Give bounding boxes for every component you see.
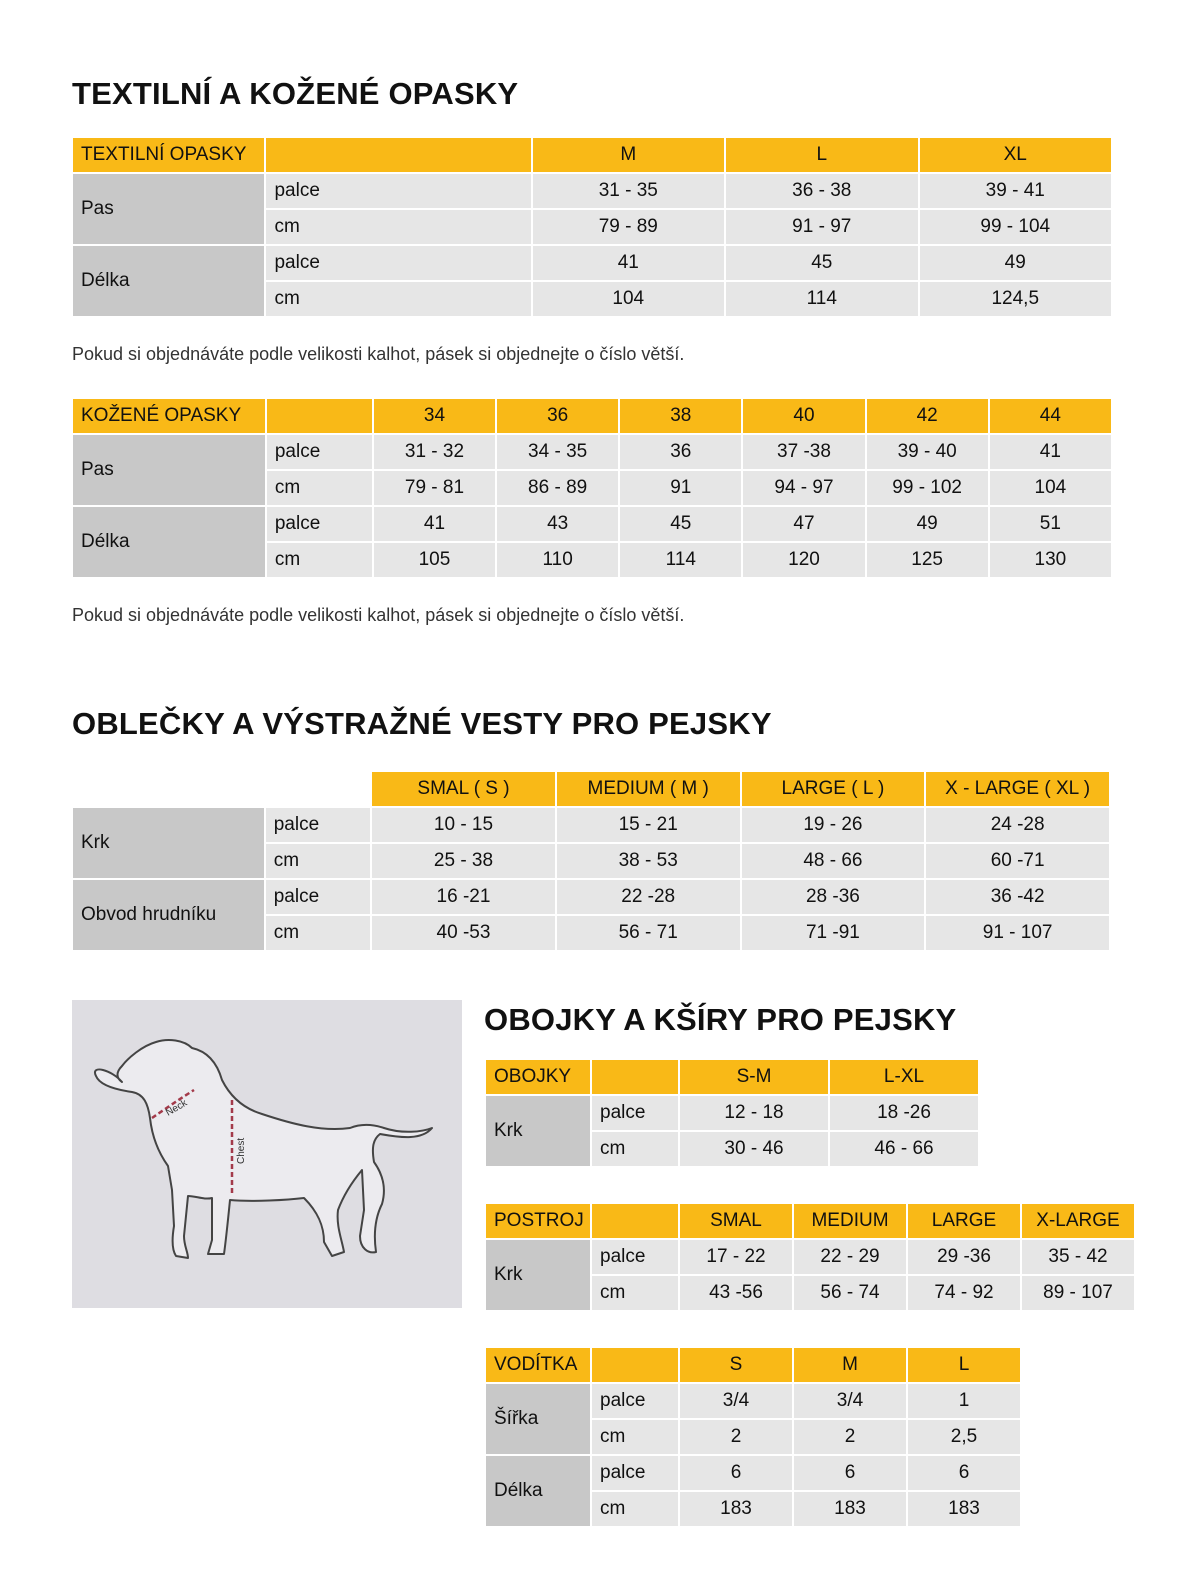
- cell: 104: [533, 282, 724, 316]
- dog-icon: [72, 1000, 462, 1308]
- cell: 39 - 40: [867, 435, 988, 469]
- table-row: [486, 1456, 1020, 1490]
- size-header: SMAL ( S ): [372, 772, 555, 806]
- leather-note: Pokud si objednáváte podle velikosti kalhot, pásek si objednejte o číslo větší.: [72, 605, 685, 625]
- cell: 124,5: [920, 282, 1112, 316]
- table-header: VODÍTKA: [486, 1348, 590, 1382]
- row-label-krk: Krk: [73, 808, 264, 878]
- unit-label: cm: [266, 282, 530, 316]
- unit-label: cm: [592, 1132, 678, 1166]
- cell: 17 - 22: [680, 1240, 792, 1274]
- cell: 79 - 81: [374, 471, 495, 505]
- cell: 130: [990, 543, 1111, 577]
- cell: 22 -28: [557, 880, 740, 914]
- row-label-pas: Pas: [73, 435, 265, 505]
- cell: 6: [908, 1456, 1020, 1490]
- unit-label: palce: [267, 435, 372, 469]
- cell: 3/4: [794, 1384, 906, 1418]
- table-header: TEXTILNÍ OPASKY: [73, 138, 264, 172]
- cell: 125: [867, 543, 988, 577]
- cell: 41: [374, 507, 495, 541]
- cell: 79 - 89: [533, 210, 724, 244]
- unit-label: palce: [267, 507, 372, 541]
- dog-silhouette: [95, 1040, 432, 1258]
- cell: 51: [990, 507, 1111, 541]
- cell: 35 - 42: [1022, 1240, 1134, 1274]
- cell: 1: [908, 1384, 1020, 1418]
- cell: 183: [794, 1492, 906, 1526]
- table-row: [486, 1240, 1134, 1274]
- size-header: 34: [374, 399, 495, 433]
- size-header: MEDIUM ( M ): [557, 772, 740, 806]
- cell: 36 -42: [926, 880, 1109, 914]
- size-header: 38: [620, 399, 741, 433]
- voditka-table: [484, 1346, 1022, 1528]
- row-label-delka: Délka: [73, 507, 265, 577]
- unit-label: palce: [592, 1456, 678, 1490]
- size-header: 44: [990, 399, 1111, 433]
- cell: 99 - 104: [920, 210, 1112, 244]
- table-header-row: [73, 399, 1111, 433]
- cell: 39 - 41: [920, 174, 1112, 208]
- table-header-row: [486, 1204, 1134, 1238]
- cell: 114: [726, 282, 917, 316]
- size-header: X-LARGE: [1022, 1204, 1134, 1238]
- table-header: KOŽENÉ OPASKY: [73, 399, 265, 433]
- size-header: 42: [867, 399, 988, 433]
- cell: 28 -36: [742, 880, 925, 914]
- postroj-table: [484, 1202, 1136, 1312]
- cell: 30 - 46: [680, 1132, 828, 1166]
- cell: 38 - 53: [557, 844, 740, 878]
- leather-belts-table: [71, 397, 1113, 579]
- table-row: [73, 880, 1109, 914]
- size-header: 40: [743, 399, 864, 433]
- row-label-delka: Délka: [486, 1456, 590, 1526]
- cell: 43: [497, 507, 618, 541]
- row-label-krk: Krk: [486, 1240, 590, 1310]
- table-header: OBOJKY: [486, 1060, 590, 1094]
- unit-label: cm: [267, 471, 372, 505]
- cell: 10 - 15: [372, 808, 555, 842]
- header-blank: [266, 772, 370, 806]
- cell: 46 - 66: [830, 1132, 978, 1166]
- cell: 99 - 102: [867, 471, 988, 505]
- cell: 6: [680, 1456, 792, 1490]
- unit-label: palce: [266, 808, 370, 842]
- cell: 18 -26: [830, 1096, 978, 1130]
- size-header: S-M: [680, 1060, 828, 1094]
- header-blank: [592, 1060, 678, 1094]
- unit-label: cm: [592, 1492, 678, 1526]
- table-row: [73, 808, 1109, 842]
- unit-label: cm: [266, 844, 370, 878]
- cell: 36 - 38: [726, 174, 917, 208]
- dogwear-table: [71, 770, 1111, 952]
- size-header: L: [726, 138, 917, 172]
- cell: 3/4: [680, 1384, 792, 1418]
- row-label-krk: Krk: [486, 1096, 590, 1166]
- cell: 19 - 26: [742, 808, 925, 842]
- cell: 31 - 35: [533, 174, 724, 208]
- dog-measurement-illustration: [72, 1000, 462, 1308]
- cell: 37 -38: [743, 435, 864, 469]
- unit-label: cm: [267, 543, 372, 577]
- cell: 6: [794, 1456, 906, 1490]
- cell: 24 -28: [926, 808, 1109, 842]
- header-blank: [267, 399, 372, 433]
- cell: 2: [680, 1420, 792, 1454]
- cell: 47: [743, 507, 864, 541]
- cell: 2,5: [908, 1420, 1020, 1454]
- cell: 40 -53: [372, 916, 555, 950]
- neck-label: Neck: [164, 1097, 190, 1119]
- cell: 105: [374, 543, 495, 577]
- cell: 120: [743, 543, 864, 577]
- cell: 94 - 97: [743, 471, 864, 505]
- cell: 89 - 107: [1022, 1276, 1134, 1310]
- cell: 41: [533, 246, 724, 280]
- table-header-row: [486, 1348, 1020, 1382]
- size-header: SMAL: [680, 1204, 792, 1238]
- cell: 74 - 92: [908, 1276, 1020, 1310]
- section-title-belts: TEXTILNÍ A KOŽENÉ OPASKY: [72, 76, 519, 111]
- size-header: LARGE ( L ): [742, 772, 925, 806]
- unit-label: palce: [266, 880, 370, 914]
- cell: 56 - 74: [794, 1276, 906, 1310]
- row-label-sirka: Šířka: [486, 1384, 590, 1454]
- section-title-dogwear: OBLEČKY A VÝSTRAŽNÉ VESTY PRO PEJSKY: [72, 706, 772, 741]
- cell: 183: [908, 1492, 1020, 1526]
- cell: 29 -36: [908, 1240, 1020, 1274]
- section-title-collars: OBOJKY A KŠÍRY PRO PEJSKY: [484, 1002, 957, 1037]
- size-header: S: [680, 1348, 792, 1382]
- cell: 48 - 66: [742, 844, 925, 878]
- unit-label: palce: [592, 1096, 678, 1130]
- cell: 2: [794, 1420, 906, 1454]
- cell: 16 -21: [372, 880, 555, 914]
- unit-label: palce: [266, 174, 530, 208]
- cell: 114: [620, 543, 741, 577]
- cell: 110: [497, 543, 618, 577]
- cell: 36: [620, 435, 741, 469]
- header-blank: [592, 1348, 678, 1382]
- cell: 22 - 29: [794, 1240, 906, 1274]
- table-row: [73, 246, 1111, 280]
- cell: 43 -56: [680, 1276, 792, 1310]
- unit-label: cm: [592, 1276, 678, 1310]
- obojky-table: [484, 1058, 980, 1168]
- cell: 25 - 38: [372, 844, 555, 878]
- unit-label: palce: [592, 1384, 678, 1418]
- table-row: [73, 435, 1111, 469]
- textile-belts-table: [71, 136, 1113, 318]
- cell: 71 -91: [742, 916, 925, 950]
- table-row: [73, 174, 1111, 208]
- textile-note: Pokud si objednáváte podle velikosti kalhot, pásek si objednejte o číslo větší.: [72, 344, 685, 364]
- header-blank: [266, 138, 530, 172]
- size-header: M: [794, 1348, 906, 1382]
- cell: 91 - 97: [726, 210, 917, 244]
- cell: 12 - 18: [680, 1096, 828, 1130]
- cell: 41: [990, 435, 1111, 469]
- header-blank: [73, 772, 264, 806]
- table-header-row: [73, 138, 1111, 172]
- cell: 60 -71: [926, 844, 1109, 878]
- cell: 104: [990, 471, 1111, 505]
- size-header: L: [908, 1348, 1020, 1382]
- unit-label: cm: [266, 210, 530, 244]
- chest-label: Chest: [236, 1137, 247, 1164]
- table-row: [73, 507, 1111, 541]
- table-row: [486, 1384, 1020, 1418]
- table-row: [486, 1096, 978, 1130]
- unit-label: cm: [592, 1420, 678, 1454]
- table-header: POSTROJ: [486, 1204, 590, 1238]
- cell: 34 - 35: [497, 435, 618, 469]
- cell: 49: [920, 246, 1112, 280]
- unit-label: palce: [266, 246, 530, 280]
- cell: 86 - 89: [497, 471, 618, 505]
- table-header-row: [73, 772, 1109, 806]
- cell: 49: [867, 507, 988, 541]
- unit-label: palce: [592, 1240, 678, 1274]
- row-label-delka: Délka: [73, 246, 264, 316]
- size-header: LARGE: [908, 1204, 1020, 1238]
- cell: 31 - 32: [374, 435, 495, 469]
- table-header-row: [486, 1060, 978, 1094]
- cell: 45: [726, 246, 917, 280]
- header-blank: [592, 1204, 678, 1238]
- size-header: MEDIUM: [794, 1204, 906, 1238]
- cell: 91 - 107: [926, 916, 1109, 950]
- cell: 45: [620, 507, 741, 541]
- cell: 91: [620, 471, 741, 505]
- size-header: 36: [497, 399, 618, 433]
- size-header: M: [533, 138, 724, 172]
- cell: 183: [680, 1492, 792, 1526]
- row-label-pas: Pas: [73, 174, 264, 244]
- unit-label: cm: [266, 916, 370, 950]
- cell: 56 - 71: [557, 916, 740, 950]
- row-label-obvod: Obvod hrudníku: [73, 880, 264, 950]
- size-header: X - LARGE ( XL ): [926, 772, 1109, 806]
- size-header: XL: [920, 138, 1112, 172]
- size-header: L-XL: [830, 1060, 978, 1094]
- cell: 15 - 21: [557, 808, 740, 842]
